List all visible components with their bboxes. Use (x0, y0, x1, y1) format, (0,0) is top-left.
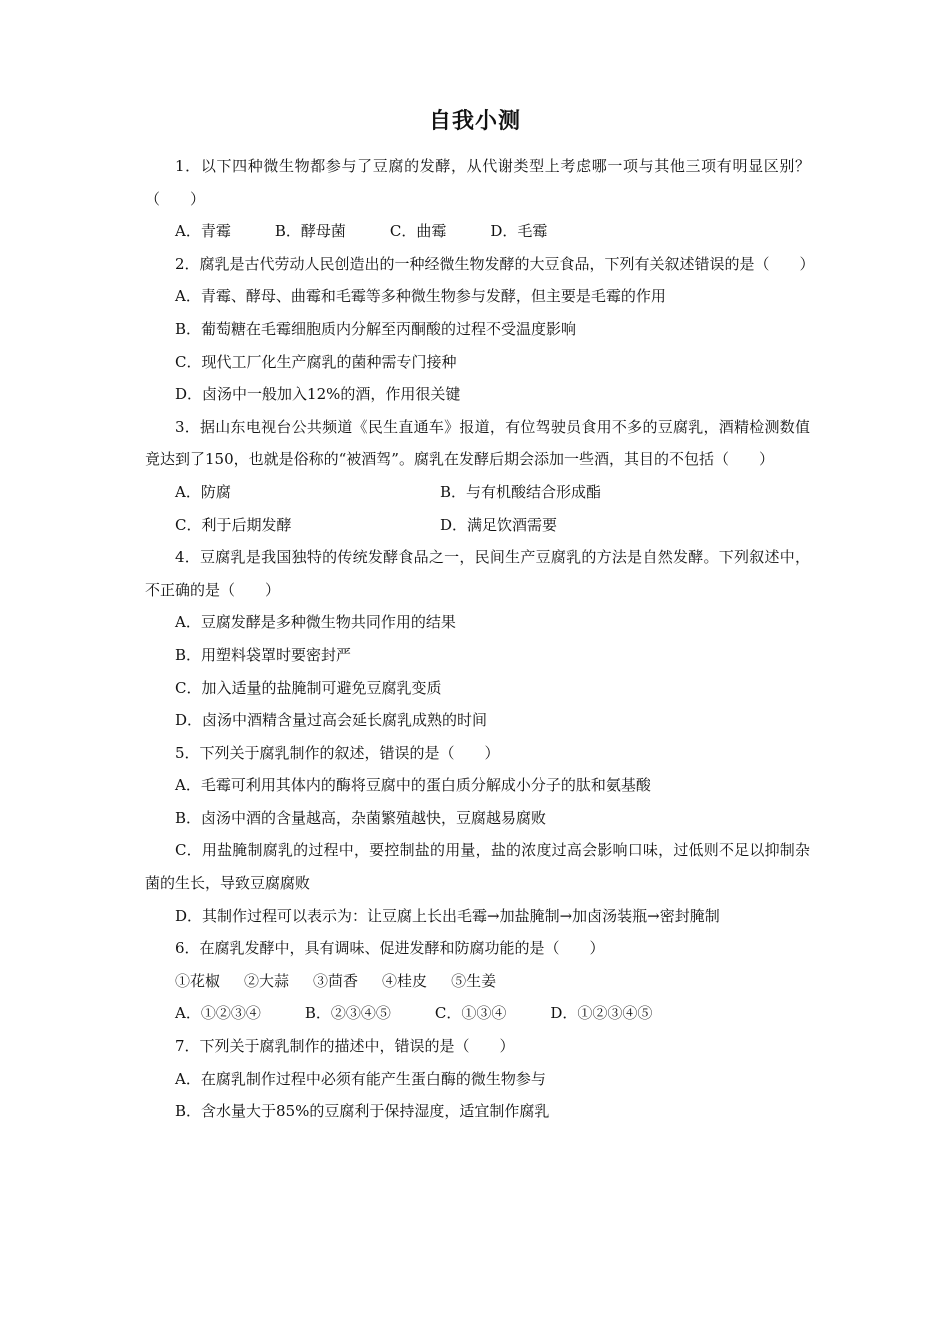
question-1-options (145, 215, 810, 248)
question-6-stem: 6．在腐乳发酵中，具有调味、促进发酵和防腐功能的是（ ） (175, 939, 605, 958)
item: ③茴香 (313, 971, 359, 990)
question-6-options (145, 997, 810, 1030)
question-2-option-b: B．葡萄糖在毛霉细胞质内分解至丙酮酸的过程不受温度影响 (175, 319, 577, 338)
item: ⑤生姜 (451, 971, 497, 990)
question-5-stem: 5．下列关于腐乳制作的叙述，错误的是（ ） (175, 743, 500, 762)
question-4-option-d: D．卤汤中酒精含量过高会延长腐乳成熟的时间 (175, 711, 488, 730)
option: B．②③④⑤ (304, 1004, 391, 1023)
item: ②大蒜 (244, 971, 290, 990)
question-2-option-d: D．卤汤中一般加入12%的酒，作用很关键 (175, 385, 461, 404)
question-7-option-b: B．含水量大于85%的豆腐利于保持湿度，适宜制作腐乳 (175, 1102, 550, 1121)
question-2-option-a: A．青霉、酵母、曲霉和毛霉等多种微生物参与发酵，但主要是毛霉的作用 (175, 287, 666, 306)
question-4-option-c: C．加入适量的盐腌制可避免豆腐乳变质 (175, 678, 442, 697)
question-7-option-a: A．在腐乳制作过程中必须有能产生蛋白酶的微生物参与 (175, 1069, 546, 1088)
question-2-option-c: C．现代工厂化生产腐乳的菌种需专门接种 (175, 352, 457, 371)
question-3-options-row-2 (145, 509, 810, 542)
option: D．满足饮酒需要 (440, 515, 558, 534)
option: B．与有机酸结合形成酯 (440, 482, 602, 501)
question-4-option-b: B．用塑料袋罩时要密封严 (175, 645, 352, 664)
question-1-stem: 1．以下四种微生物都参与了豆腐的发酵，从代谢类型上考虑哪一项与其他三项有明显区别？（ ） (145, 157, 810, 208)
question-5-option-b: B．卤汤中酒的含量越高，杂菌繁殖越快，豆腐越易腐败 (175, 808, 547, 827)
question-7-stem: 7．下列关于腐乳制作的描述中，错误的是（ ） (175, 1037, 515, 1056)
question-4-stem: 4．豆腐乳是我国独特的传统发酵食品之一，民间生产豆腐乳的方法是自然发酵。下列叙述中，不正确的是（ ） (145, 548, 810, 599)
question-5-option-d: D．其制作过程可以表示为：让豆腐上长出毛霉→加盐腌制→加卤汤装瓶→密封腌制 (175, 906, 720, 925)
option: D．①②③④⑤ (550, 1004, 653, 1023)
question-3-options-row-1 (145, 476, 810, 509)
item: ①花椒 (175, 971, 221, 990)
option: C．①③④ (434, 1004, 507, 1023)
option: A．防腐 (175, 482, 231, 501)
option: A．①②③④ (175, 1004, 261, 1023)
option: C．曲霉 (389, 222, 447, 241)
question-4-option-a: A．豆腐发酵是多种微生物共同作用的结果 (175, 613, 456, 632)
question-6-items (145, 965, 810, 998)
question-5-option-c: C．用盐腌制腐乳的过程中，要控制盐的用量，盐的浓度过高会影响口味，过低则不足以抑制杂菌的生长，导致豆腐腐败 (145, 841, 810, 893)
item: ④桂皮 (382, 971, 428, 990)
option: A．青霉 (175, 222, 231, 241)
question-2-stem: 2．腐乳是古代劳动人民创造出的一种经微生物发酵的大豆食品，下列有关叙述错误的是（ ） (175, 254, 815, 273)
page-title: 自我小测 (428, 108, 521, 134)
question-list (145, 150, 815, 1128)
option: C．利于后期发酵 (175, 515, 292, 534)
question-5-option-a: A．毛霉可利用其体内的酶将豆腐中的蛋白质分解成小分子的肽和氨基酸 (175, 776, 651, 795)
question-3-stem: 3．据山东电视台公共频道《民生直通车》报道，有位驾驶员食用不多的豆腐乳，酒精检测数值竟达到了150，也就是俗称的“被酒驾”。腐乳在发酵后期会添加一些酒，其目的不包括（ ） (145, 417, 810, 469)
option: B．酵母菌 (274, 222, 346, 241)
option: D．毛霉 (490, 222, 548, 241)
